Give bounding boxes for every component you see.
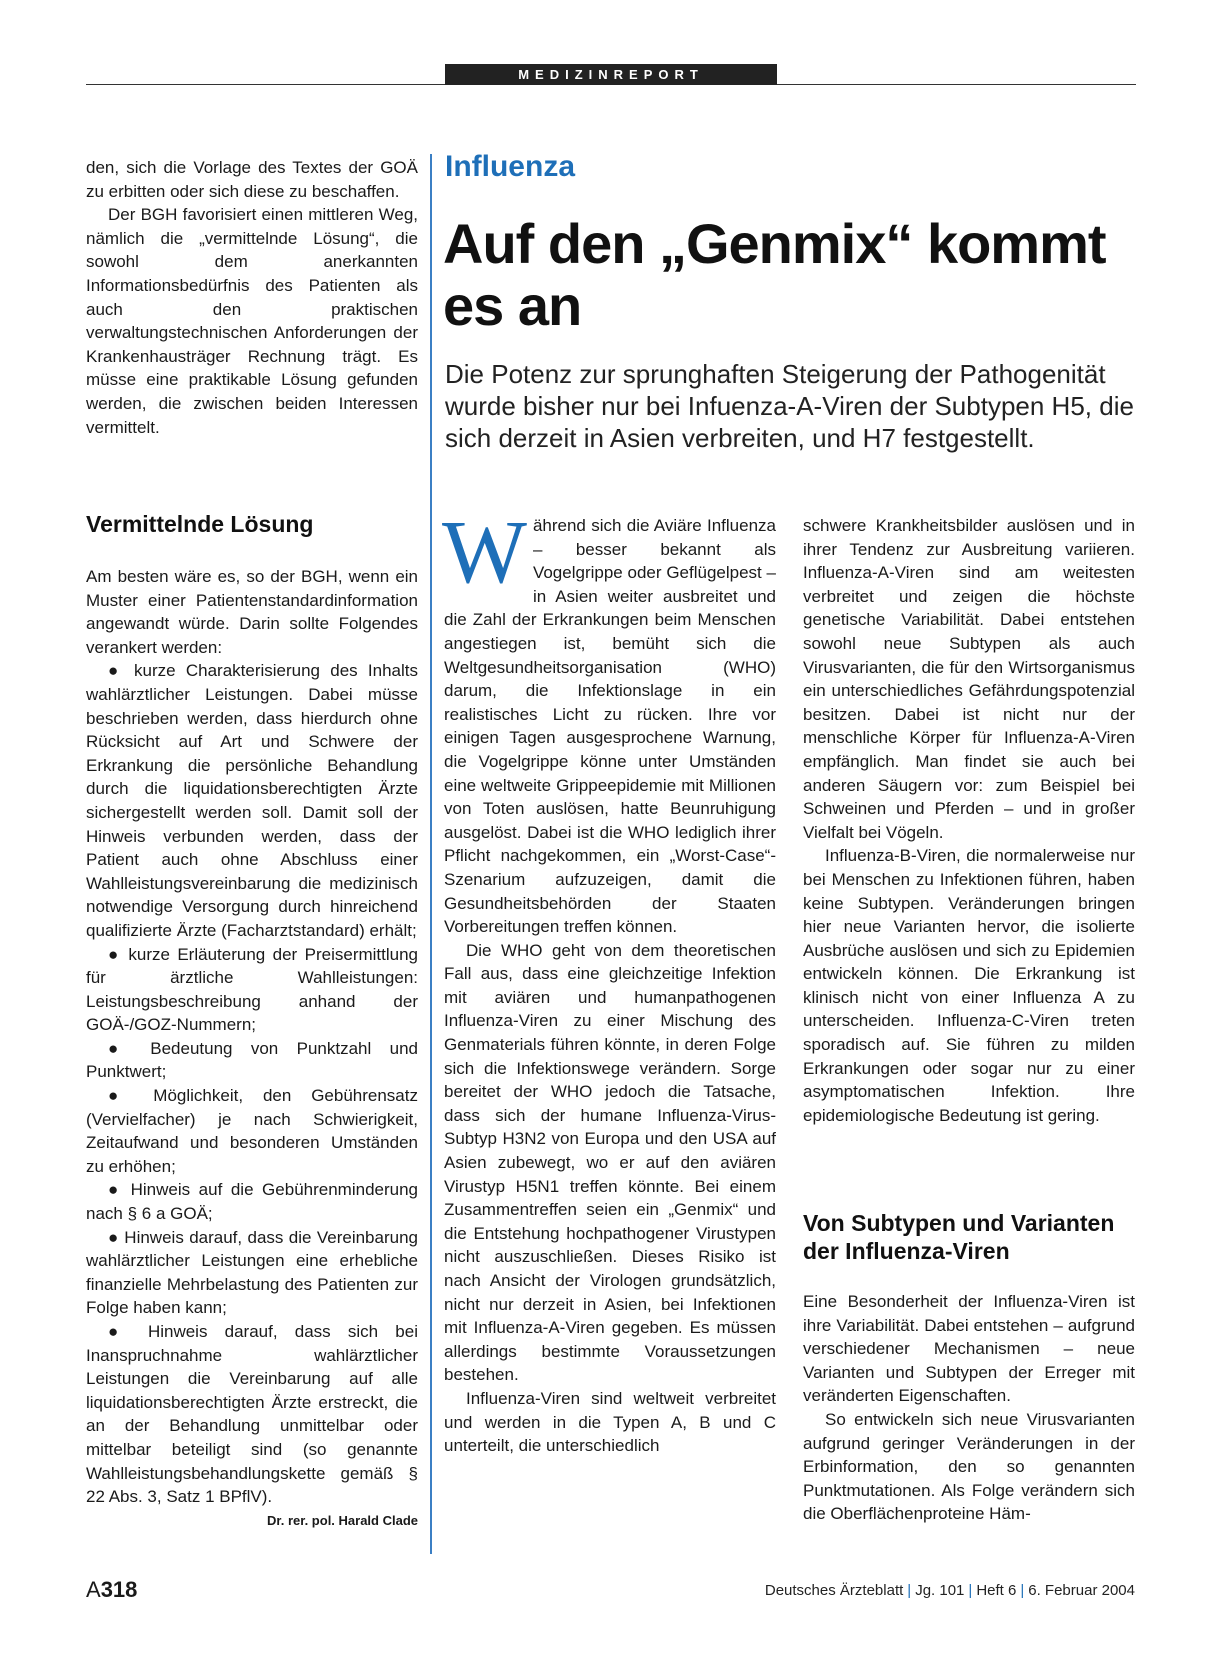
paragraph: Influenza-Viren sind weltweit verbreitet und werden in die Typen A, B und C unterteilt, die unterschiedlich [444, 1388, 776, 1456]
bullet-item: ● Hinweis darauf, dass die Vereinbarung wahlärztlicher Leistungen eine erhebliche finanzielle Mehrbelastung des Patienten zur Folge haben kann; [86, 1227, 418, 1318]
paragraph: schwere Krankheitsbilder auslösen und in ihrer Tendenz zur Ausbreitung variieren. Influenza-A-Viren sind am weitesten verbreitet und zeigen die höchste genetische Variabilität. Dabei entstehen sowohl neue Subtypen als auch Virusvarianten, die für den Wirtsorganismus ein unterschiedliches Gefährdungspotenzial besitzen. Dabei ist nicht nur der menschliche Körper für Influenza-A-Viren empfänglich. Man findet sie auch bei anderen Säugern vor: zum Beispiel bei Schweinen und Pferden – und in großer Vielfalt bei Vögeln. [803, 516, 1135, 842]
paragraph: Eine Besonderheit der Influenza-Viren ist ihre Variabilität. Dabei entstehen – aufgrund verschiedener Mechanismen – neue Varianten und Subtypen der Erreger mit veränderten Eigenschaften. [803, 1292, 1135, 1406]
paragraph: den, sich die Vorlage des Textes der GOÄ zu erbitten oder sich diese zu beschaffen. [86, 158, 418, 201]
bullet-item: ● kurze Erläuterung der Preisermittlung für ärztliche Wahlleistungen: Leistungsbeschreibung anhand der GOÄ-/GOZ-Nummern; [86, 944, 418, 1035]
journal-issue: Heft 6 [976, 1582, 1017, 1599]
left-column-section [86, 565, 418, 1532]
right-column-lower [803, 1290, 1135, 1526]
left-column-top [86, 156, 418, 439]
paragraph: Influenza-B-Viren, die normalerweise nur bei Menschen zu Infektionen führen, haben keine Subtypen. Veränderungen bringen hier neue Varianten hervor, die isolierte Ausbrüche auslösen und sich zu Epidemien entwickeln können. Die Erkrankung ist klinisch nicht von einer Influenza A zu unterscheiden. Influenza-C-Viren treten sporadisch auf. Sie führen zu milden Erkrankungen oder sogar nur zu einer asymptomatischen Infektion. Ihre epidemiologische Bedeutung ist gering. [803, 846, 1135, 1125]
paragraph [442, 503, 776, 939]
right-column [803, 514, 1135, 1127]
article-kicker: Influenza [445, 150, 576, 183]
bullet-item: ● Hinweis darauf, dass sich bei Inanspruchnahme wahlärztlicher Leistungen die Vereinbarung auf alle liquidationsberechtigten Ärzte erstreckt, die an der Behandlung unmittelbar oder mittelbar beteiligt sind (so genannte Wahlleistungsbehandlungskette gemäß § 22 Abs. 3, Satz 1 BPflV). [86, 1322, 418, 1507]
bullet-item: ● Bedeutung von Punktzahl und Punktwert; [86, 1038, 418, 1082]
bullet-item: ● kurze Charakterisierung des Inhalts wahlärztlicher Leistungen. Dabei müsse beschrieben werden, dass hierdurch ohne Rücksicht auf Art und Schwere der Erkrankung die persönliche Behandlung durch die liquidationsberechtigten Ärzte sichergestellt werden soll. Damit soll der Hinweis verbunden werden, dass der Patient auch ohne Abschluss einer Wahlleistungsvereinbarung die medizinisch notwendige Versorgung durch hinreichend qualifizierte Ärzte (Facharztstandard) erhält; [86, 661, 418, 940]
byline-row [86, 1509, 418, 1533]
bullet-item: ● Hinweis auf die Gebührenminderung nach § 6 a GOÄ; [86, 1180, 418, 1224]
journal-date: 6. Februar 2004 [1028, 1582, 1135, 1599]
column-divider [430, 154, 432, 1554]
page-number [86, 1577, 137, 1603]
journal-volume: Jg. 101 [915, 1582, 965, 1599]
paragraph: Die WHO geht von dem theoretischen Fall aus, dass eine gleichzeitige Infektion mit aviären und humanpathogenen Influenza-Viren zu einer Mischung des Genmaterials führen könnte, in deren Folge sich die Infektionswege verändern. Sorge bereitet der WHO jedoch die Tatsache, dass sich der humane Influenza-Virus-Subtyp H3N2 von Europa und den USA auf Asien zubewegt, wo er auf den aviären Virustyp H5N1 treffen könnte. Bei einem Zusammentreffen seien ein „Genmix“ und die Entstehung hochpathogener Virustypen nicht auszuschließen. Dieses Risiko ist nach Ansicht der Virologen grundsätzlich, nicht nur derzeit in Asien, bei Infektionen mit Influenza-A-Viren gegeben. Es müssen allerdings bestimmte Voraussetzungen bestehen. [444, 940, 776, 1385]
paragraph: Am besten wäre es, so der BGH, wenn ein Muster einer Patientenstandardinformation angewandt würde. Darin sollte Folgendes verankert werden: [86, 567, 418, 657]
section-heading: Vermittelnde Lösung [86, 511, 314, 537]
byline: Dr. rer. pol. Harald Clade [267, 1512, 418, 1528]
bullet-item: ● Möglichkeit, den Gebührensatz (Vervielfacher) je nach Schwierigkeit, Zeitaufwand und besonderen Umständen zu erhöhen; [86, 1086, 418, 1176]
section-label: MEDIZINREPORT [445, 64, 777, 85]
page-number-value: 318 [100, 1577, 138, 1602]
journal-footer: Deutsches Ärzteblatt | Jg. 101 | Heft 6 | 6. Februar 2004 [764, 1582, 1135, 1599]
page-prefix: A [86, 1577, 101, 1602]
journal-name: Deutsches Ärzteblatt [764, 1582, 904, 1599]
article-headline: Auf den „Genmix“ kommt es an [443, 212, 1106, 337]
drop-cap: W [442, 503, 527, 602]
article-deck: Die Potenz zur sprunghaften Steigerung der Pathogenität wurde bisher nur bei Infuenza-A-Viren der Subtypen H5, die sich derzeit in Asien verbreiten, und H7 festgestellt. [445, 359, 1134, 453]
section-heading: Von Subtypen und Varianten der Influenza-Viren [803, 1210, 1115, 1264]
paragraph: Der BGH favorisiert einen mittleren Weg, nämlich die „vermittelnde Lösung“, die sowohl dem anerkannten Informationsbedürfnis des Patienten als auch den praktischen verwaltungstechnischen Anforderungen der Krankenhausträger Rechnung trägt. Es müsse eine praktikable Lösung gefunden werden, die zwischen beiden Interessen vermittelt. [86, 205, 418, 437]
paragraph: So entwickeln sich neue Virusvarianten aufgrund geringer Veränderungen in der Erbinformation, den so genannten Punktmutationen. Als Folge verändern sich die Oberflächenproteine Häm- [803, 1409, 1135, 1524]
middle-column [442, 503, 776, 1458]
paragraph-text: ährend sich die Aviäre Influenza – besser bekannt als Vogelgrippe oder Geflügelpest – in Asien weiter ausbreitet und die Zahl der Erkrankungen beim Menschen angestiegen ist, bemüht sich die Weltgesundheitsorganisation (WHO) darum, die Infektionslage in ein realistisches Licht zu rücken. Ihre vor einigen Tagen ausgesprochene Warnung, die Vogelgrippe könne unter Umständen eine weltweite Grippeepidemie mit Millionen von Toten auslösen, hatte Beunruhigung ausgelöst. Dabei ist die WHO lediglich ihrer Pflicht nachgekommen, ein „Worst-Case“-Szenarium aufzuzeigen, damit die Gesundheitsbehörden der Staaten Vorbereitungen treffen können. [444, 516, 776, 937]
